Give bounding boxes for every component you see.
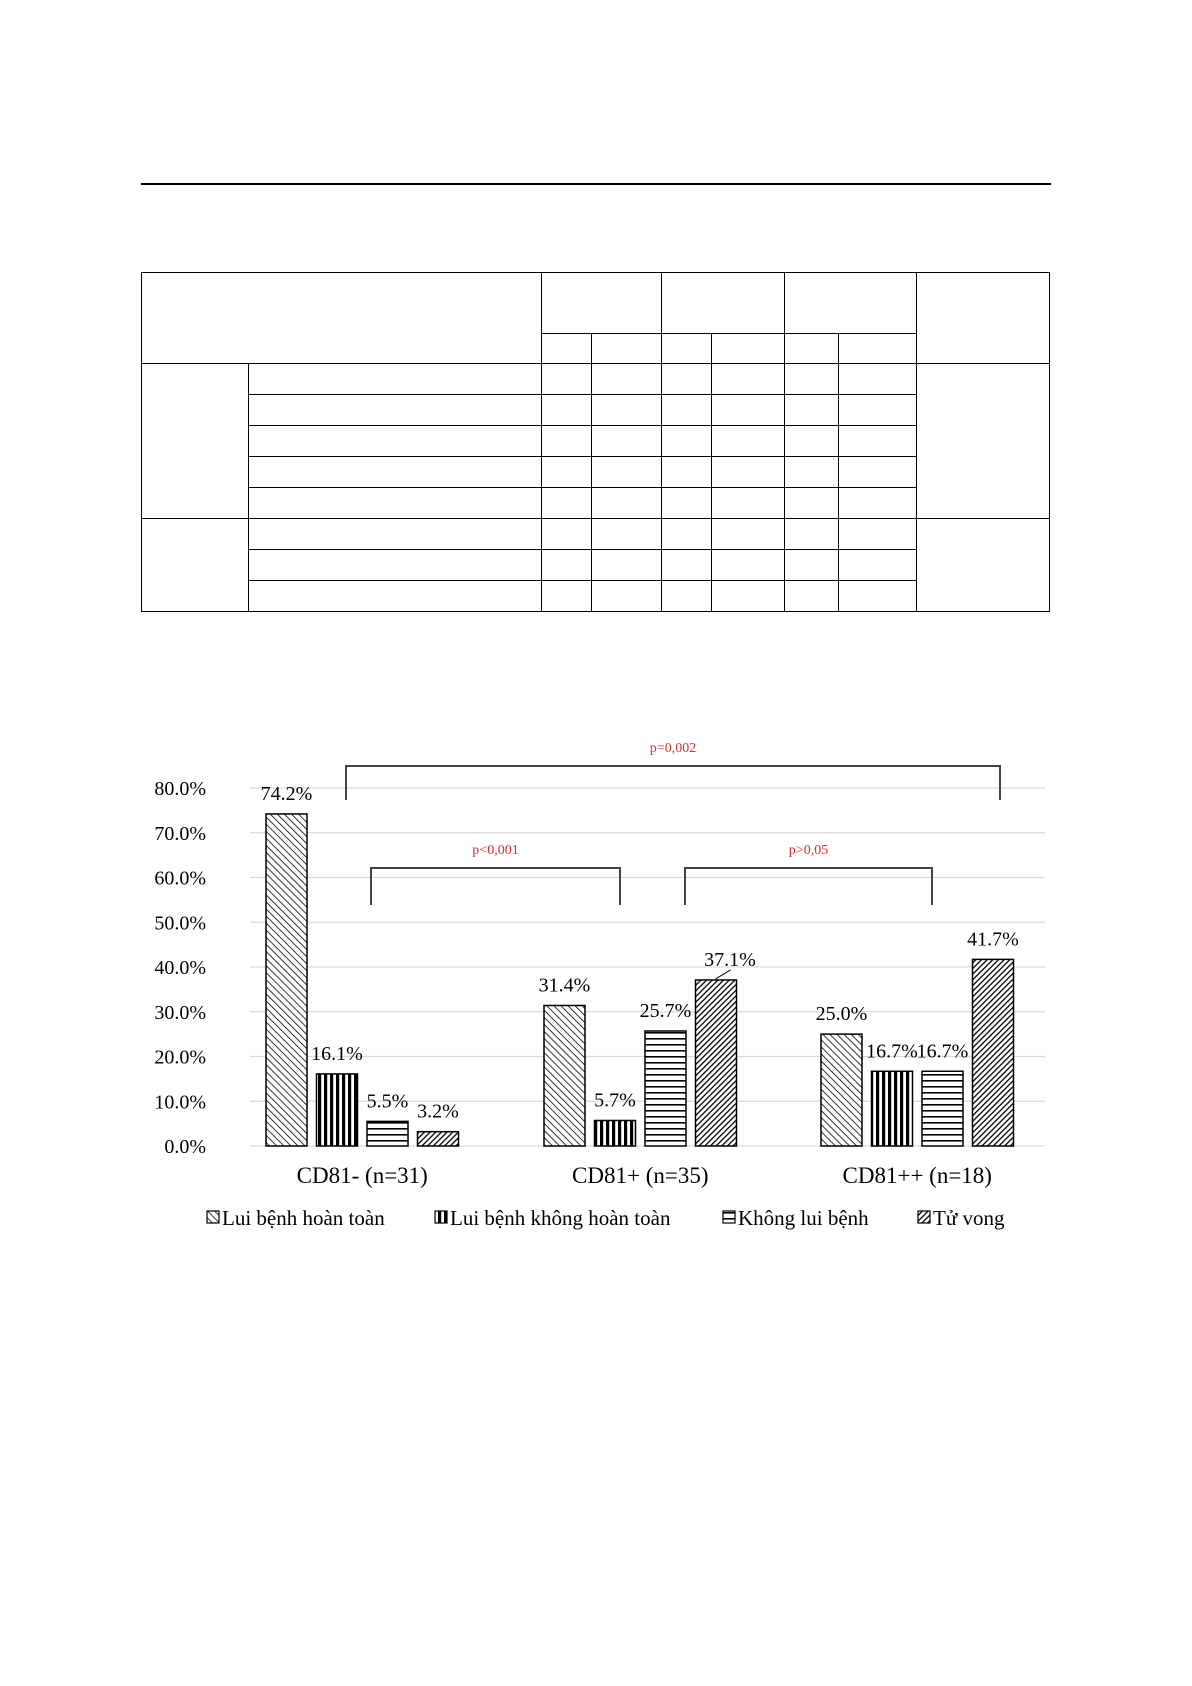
x-tick-label: CD81- (n=31) xyxy=(296,1163,428,1188)
y-tick-label: 70.0% xyxy=(154,822,206,845)
bar xyxy=(645,1031,686,1146)
data-label: 31.4% xyxy=(538,974,591,997)
data-label: 16.7% xyxy=(916,1040,969,1063)
y-tick-label: 30.0% xyxy=(154,1001,206,1024)
bar xyxy=(922,1071,963,1146)
x-axis-labels xyxy=(297,1163,992,1188)
significance-bracket xyxy=(346,766,1000,800)
data-label: 25.7% xyxy=(639,999,692,1022)
data-label: 41.7% xyxy=(967,928,1019,951)
data-label: 16.1% xyxy=(311,1042,363,1065)
data-label: 16.7% xyxy=(866,1040,918,1063)
legend xyxy=(207,1206,1005,1230)
y-tick-label: 40.0% xyxy=(154,957,206,979)
bar xyxy=(544,1005,585,1146)
bar xyxy=(367,1121,408,1146)
bar xyxy=(418,1132,459,1146)
y-axis-ticks xyxy=(154,778,206,1158)
y-tick-label: 0.0% xyxy=(164,1136,206,1158)
y-tick-label: 80.0% xyxy=(154,778,206,800)
y-tick-label: 50.0% xyxy=(154,912,206,935)
p-value-annotation: p=0,002 xyxy=(649,741,697,756)
data-label: 25.0% xyxy=(815,1003,868,1026)
p-value-annotation: p<0,001 xyxy=(472,843,519,858)
legend-label: Không lui bệnh xyxy=(738,1206,869,1230)
bar xyxy=(595,1120,636,1146)
legend-label: Lui bệnh không hoàn toàn xyxy=(450,1206,671,1230)
data-label: 3.2% xyxy=(417,1100,459,1123)
x-tick-label: CD81+ (n=35) xyxy=(572,1163,709,1188)
significance-bracket xyxy=(371,868,620,905)
bar xyxy=(266,814,307,1146)
significance-bracket xyxy=(685,868,932,905)
y-tick-label: 20.0% xyxy=(154,1046,206,1069)
legend-swatch xyxy=(435,1211,447,1223)
x-tick-label: CD81++ (n=18) xyxy=(842,1163,992,1188)
bar xyxy=(696,980,737,1146)
legend-swatch xyxy=(207,1211,219,1223)
legend-label: Tử vong xyxy=(933,1206,1005,1230)
data-label: 5.7% xyxy=(594,1089,636,1112)
data-label: 37.1% xyxy=(704,948,756,971)
bar xyxy=(821,1034,862,1146)
label-leader-line xyxy=(716,970,731,979)
data-label: 5.5% xyxy=(366,1090,409,1113)
bar xyxy=(872,1071,913,1146)
legend-label: Lui bệnh hoàn toàn xyxy=(222,1206,385,1230)
y-tick-label: 60.0% xyxy=(154,867,206,890)
legend-swatch xyxy=(918,1211,930,1223)
significance-brackets xyxy=(346,741,1000,905)
p-value-annotation: p>0,05 xyxy=(788,843,829,858)
bar xyxy=(973,959,1014,1146)
y-tick-label: 10.0% xyxy=(154,1091,206,1114)
data-label: 74.2% xyxy=(260,782,313,805)
legend-swatch xyxy=(723,1211,735,1223)
bar xyxy=(317,1074,358,1146)
